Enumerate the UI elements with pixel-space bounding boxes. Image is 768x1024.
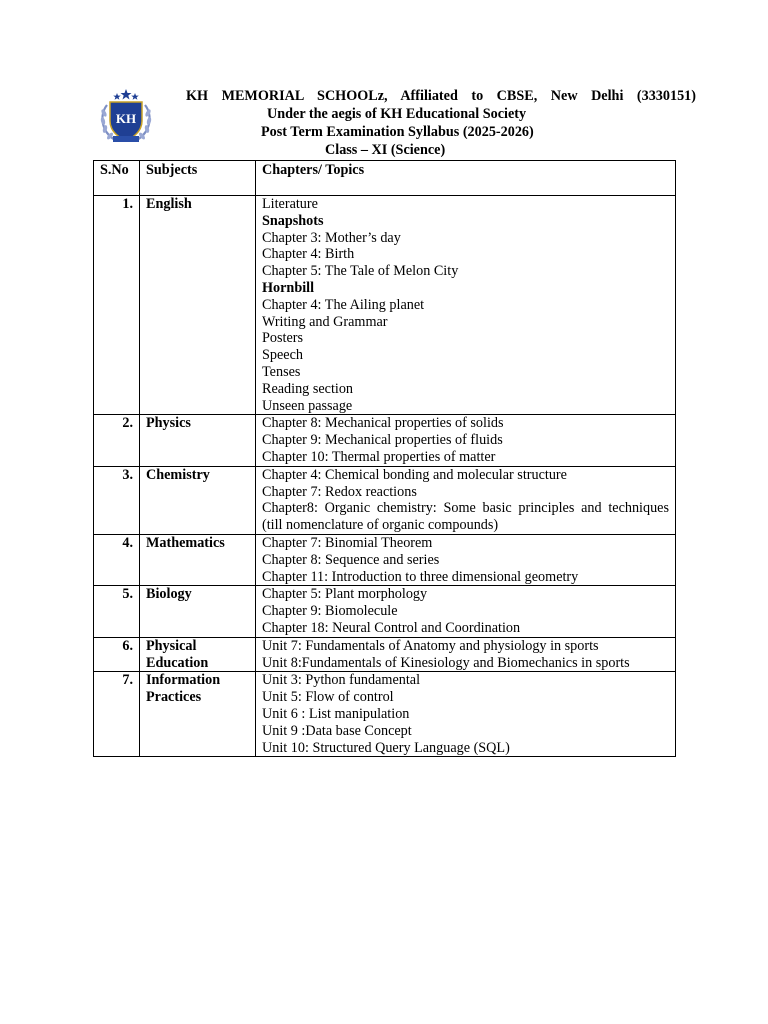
table-row [94, 637, 676, 672]
topic-item: Writing and Grammar [262, 313, 388, 330]
row-topics [256, 196, 676, 415]
topic-item: Unit 10: Structured Query Language (SQL) [262, 739, 510, 756]
class-line: Class – XI (Science) [325, 142, 446, 158]
table-row [94, 586, 676, 637]
table-header-row [94, 161, 676, 196]
row-subject: Physics [140, 415, 256, 466]
topic-item: Unit 5: Flow of control [262, 689, 394, 706]
topic-item: Unit 7: Fundamentals of Anatomy and physiology in sports [262, 637, 599, 654]
row-sno: 6. [94, 637, 140, 672]
topic-item: Chapter 7: Binomial Theorem [262, 534, 433, 551]
header-sno: S.No [94, 161, 140, 196]
topic-item: Chapter 9: Biomolecule [262, 603, 398, 620]
topic-item: Chapter 4: Birth [262, 246, 355, 263]
topic-heading: Hornbill [262, 279, 315, 296]
row-topics [256, 534, 676, 585]
topic-item: Chapter 9: Mechanical properties of fluids [262, 432, 503, 449]
header-topics: Chapters/ Topics [256, 161, 676, 196]
topic-item: Chapter 4: The Ailing planet [262, 296, 425, 313]
topic-item: Chapter 18: Neural Control and Coordination [262, 619, 521, 636]
topic-item: Posters [262, 330, 303, 347]
row-sno: 5. [94, 586, 140, 637]
header-subjects: Subjects [140, 161, 256, 196]
topic-heading: Snapshots [262, 212, 324, 229]
row-topics [256, 415, 676, 466]
table-body [94, 196, 676, 757]
syllabus-title: Post Term Examination Syllabus (2025-2026) [261, 124, 534, 140]
school-logo [93, 87, 159, 149]
row-sno: 3. [94, 466, 140, 534]
row-subject: Physical Education [140, 637, 256, 672]
table-row [94, 534, 676, 585]
row-subject: English [140, 196, 256, 415]
row-subject: Biology [140, 586, 256, 637]
topic-item: Chapter8: Organic chemistry: Some basic principles and techniques (till nomenclature of organic compounds) [262, 500, 669, 534]
topic-item: Chapter 8: Sequence and series [262, 551, 440, 568]
table-row [94, 196, 676, 415]
row-subject: Information Practices [140, 672, 256, 757]
row-subject: Chemistry [140, 466, 256, 534]
crest-icon [93, 87, 159, 149]
row-topics [256, 637, 676, 672]
row-sno: 7. [94, 672, 140, 757]
row-sno: 4. [94, 534, 140, 585]
topic-item: Chapter 8: Mechanical properties of solids [262, 415, 504, 432]
table-row [94, 466, 676, 534]
row-sno: 1. [94, 196, 140, 415]
topic-item: Chapter 7: Redox reactions [262, 483, 417, 500]
topic-item: Speech [262, 347, 303, 364]
school-name: KH MEMORIAL SCHOOLz, Affiliated to CBSE, New Delhi (3330151) [186, 88, 696, 104]
topic-item: Chapter 5: The Tale of Melon City [262, 263, 459, 280]
topic-item: Unseen passage [262, 397, 353, 414]
table-row [94, 415, 676, 466]
topic-item: Chapter 4: Chemical bonding and molecular structure [262, 466, 567, 483]
topic-item: Chapter 5: Plant morphology [262, 586, 428, 603]
topic-item: Chapter 11: Introduction to three dimensional geometry [262, 568, 579, 585]
society-line: Under the aegis of KH Educational Society [267, 106, 527, 122]
topic-item: Unit 8:Fundamentals of Kinesiology and Biomechanics in sports [262, 654, 630, 671]
row-topics [256, 586, 676, 637]
table-row [94, 672, 676, 757]
topic-item: Unit 9 :Data base Concept [262, 722, 412, 739]
topic-item: Tenses [262, 363, 301, 380]
row-sno: 2. [94, 415, 140, 466]
topic-item: Unit 3: Python fundamental [262, 672, 421, 689]
row-topics [256, 466, 676, 534]
topic-item: Chapter 3: Mother’s day [262, 229, 401, 246]
logo-label: KH [115, 111, 137, 126]
topic-item: Reading section [262, 380, 354, 397]
topic-item: Unit 6 : List manipulation [262, 705, 410, 722]
topic-item: Chapter 10: Thermal properties of matter [262, 448, 496, 465]
syllabus-table [93, 160, 676, 757]
row-subject: Mathematics [140, 534, 256, 585]
row-topics [256, 672, 676, 757]
topic-item: Literature [262, 196, 318, 212]
